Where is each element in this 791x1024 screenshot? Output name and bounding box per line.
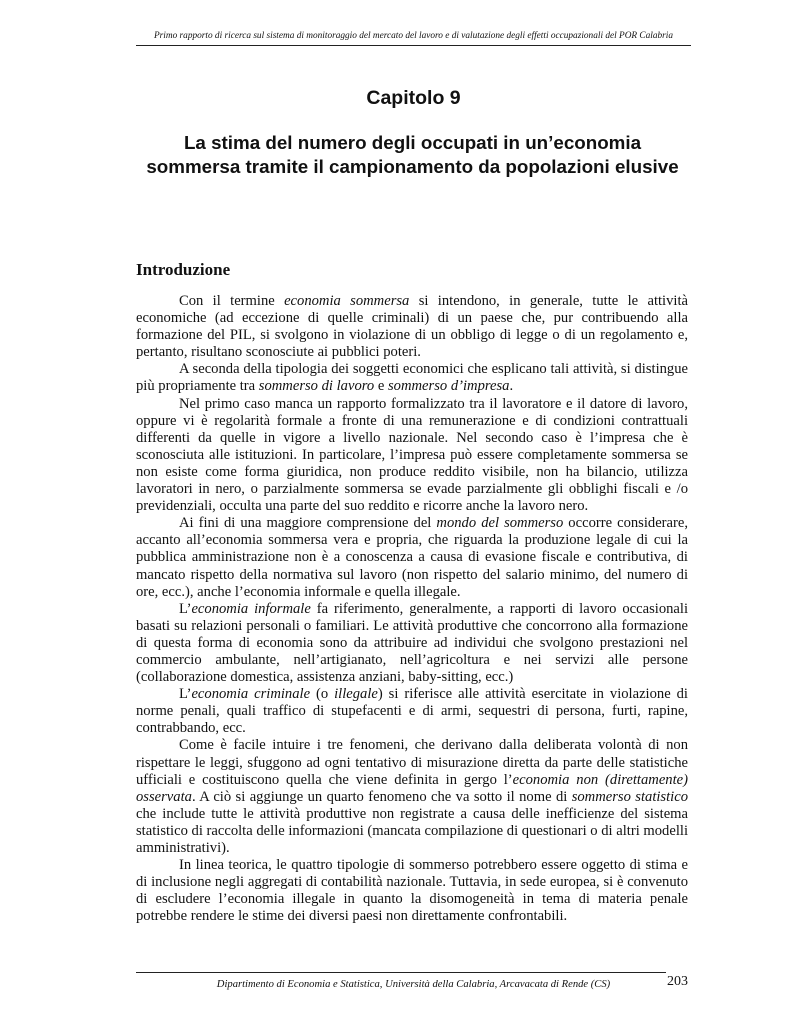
paragraph-6 <box>136 686 688 737</box>
text-run: Con il termine <box>179 293 285 309</box>
text-run: ) si riferisce alle attività esercitate in violazione di norme penali, quali traffico di stupefacenti e di armi, sequestri di persona, furti, rapine, contrabbando, ecc. <box>136 686 688 737</box>
paragraph-4 <box>136 515 688 600</box>
paragraph-8 <box>136 857 688 925</box>
text-run: . A ciò si aggiunge un quarto fenomeno che va sotto il nome di <box>191 788 572 805</box>
chapter-title <box>120 131 705 179</box>
running-header: Primo rapporto di ricerca sul sistema di monitoraggio del mercato del lavoro e di valutazione degli effetti occupazionali del POR Calabria <box>136 30 691 46</box>
emphasis: economia non (direttamente) osservata <box>136 771 688 805</box>
paragraph-5 <box>136 601 688 686</box>
chapter-title-line-1: La stima del numero degli occupati in un’economia <box>183 132 642 153</box>
chapter-label: Capitolo 9 <box>366 87 461 109</box>
text-run: L’ <box>179 686 192 703</box>
text-run: A seconda della tipologia dei soggetti economici che esplicano tali attività, si distingue più propriamente tra <box>136 361 688 395</box>
emphasis: economia sommersa <box>284 293 410 309</box>
text-run: si intendono, in generale, tutte le attività economiche (ad eccezione di quelle criminali) di un paese che, pur contribuendo alla formazione del PIL, si svolgono in violazione di un obbligo di legge o di un regolamento e, pertanto, risultano sconosciute ai pubblici poteri. <box>136 293 688 361</box>
footer-divider <box>136 972 666 973</box>
paragraph-1 <box>136 293 688 361</box>
text-run: L’ <box>179 600 192 617</box>
text-run: . <box>509 378 514 395</box>
text-run: e <box>374 378 388 395</box>
emphasis: illegale <box>334 686 378 703</box>
text-run: che include tutte le attività produttive non registrate a causa delle inefficienze del sistema statistico di raccolta delle informazioni (mancata compilazione di questionari o di altri modelli amministrativi). <box>136 805 688 856</box>
emphasis: sommerso d’impresa <box>387 378 510 395</box>
emphasis: sommerso statistico <box>571 788 688 805</box>
section-heading: Introduzione <box>136 260 231 279</box>
emphasis: mondo del sommerso <box>436 515 564 532</box>
paragraph-2 <box>136 361 688 395</box>
paragraph-3 <box>136 396 688 516</box>
text-run: fa riferimento, generalmente, a rapporti di lavoro occasionali basati su relazioni personali o familiari. Le attività produttive che concorrono alla formazione di questa forma di economia sono da attribuire ad individui che svolgono prestazioni nel commercio ambulante, nell’artigianato, nell’agricoltura e nei servizi alle persone (collaborazione domestica, assistenza anziani, baby-sitting, ecc.) <box>136 600 688 686</box>
text-run: Ai fini di una maggiore comprensione del <box>179 515 437 532</box>
emphasis: sommerso di lavoro <box>258 378 375 395</box>
footer-affiliation: Dipartimento di Economia e Statistica, Università della Calabria, Arcavacata di Rende (CS) <box>216 979 611 990</box>
chapter-title-line-2: sommersa tramite il campionamento da popolazioni elusive <box>146 156 679 177</box>
text-run: occorre considerare, accanto all’economia sommersa vera e propria, che riguarda la produzione legale di cui la pubblica amministrazione non è a conoscenza a causa di evasione fiscale e contributiva, di mancato rispetto della normativa sul lavoro (non rispetto del salario minimo, del numero di ore, ecc.), anche l’economia informale e quella illegale. <box>136 515 689 600</box>
text-run: Come è facile intuire i tre fenomeni, che derivano dalla deliberata volontà di non rispettare le leggi, sfuggono ad ogni tentativo di misurazione diretta da parte delle statistiche ufficiali e costituiscono quella che viene definita in gergo l’ <box>136 737 688 788</box>
page-number: 203 <box>667 974 688 989</box>
paragraph-7 <box>136 737 688 857</box>
emphasis: economia criminale <box>191 686 311 703</box>
text-run: Nel primo caso manca un rapporto formalizzato tra il lavoratore e il datore di lavoro, oppure vi è regolarità formale a fronte di una remunerazione e di condizioni contrattuali differenti da quelle in vigore a livello nazionale. Nel secondo caso è l’impresa che è sconosciuta alle istituzioni. In particolare, l’impresa può essere completamente sommersa se non esiste come forma giuridica, non produce reddito visibile, non ha bilancio, utilizza lavoratori in nero, o parzialmente sommersa se evade parzialmente gli obblighi fiscali e /o previdenziali, occulta una parte del suo reddito e ricorre anche la lavoro nero. <box>136 395 688 515</box>
emphasis: economia informale <box>191 600 311 617</box>
text-run: (o <box>310 686 335 703</box>
text-run: In linea teorica, le quattro tipologie di sommerso potrebbero essere oggetto di stima e di inclusione negli aggregati di contabilità nazionale. Tuttavia, in sede europea, si è convenuto di escludere l’economia illegale in quanto la disomogeneità in tema di materia penale potrebbe rendere le stime dei diversi paesi non direttamente confrontabili. <box>136 857 688 925</box>
body-text <box>136 293 688 925</box>
